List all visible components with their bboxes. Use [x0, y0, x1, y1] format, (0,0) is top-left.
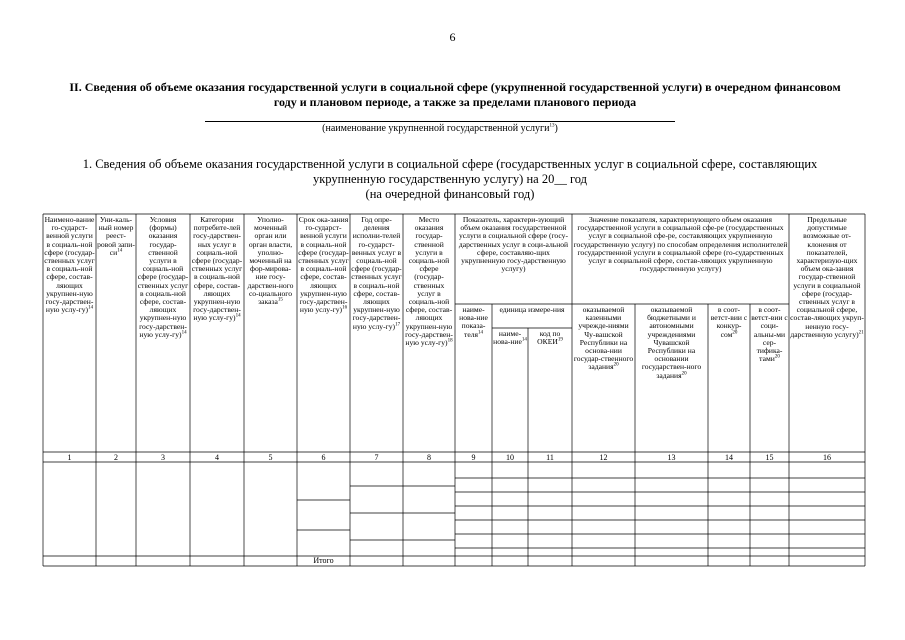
column-number: 14 — [725, 453, 733, 462]
column-number: 9 — [471, 453, 476, 462]
col-header-4: Категории потребите-лей госу-дарствен-ных услуг в социаль-ной сфере (государ-ственных услуг в социаль-ной сфере, состав-ляющих укрупнен-ную госу-дарствен-ную услу-гу)$^{14}$ — [191, 216, 243, 323]
col-header-9: наиме-нова-ние показа-теля$^{14}$ — [459, 306, 488, 339]
col-header-3: Условия (формы) оказания государ-ственной услуги в социаль-ной сфере (государ-ственных услуг в социаль-ной сфере, состав-ляющих укрупнен-ную госу-дарствен-ную услу-гу)$^{14}$ — [137, 216, 189, 339]
page-number: 6 — [449, 30, 456, 44]
column-number: 2 — [114, 453, 118, 462]
col-header-13: оказываемой бюджетными и автономными учреждениями Чувашской Республики на основании государствен-ного задания$^{20}$ — [641, 306, 702, 380]
subsection-subtitle: (на очередной финансовый год) — [365, 187, 535, 201]
col-header-12: оказываемой казенными учрежде-ниями Чу-вашской Республики на основа-нии государ-ственного задания$^{20}$ — [573, 306, 634, 372]
column-number: 11 — [546, 453, 554, 462]
col-header-11: код по ОКЕИ$^{19}$ — [537, 330, 563, 347]
column-number: 1 — [67, 453, 72, 462]
col-header-10: наиме-нова-ние$^{14}$ — [493, 330, 527, 347]
col-header-7: Год опре-деления исполни-телей го-сударст-венных услуг в социаль-ной сфере (государ-ственных услуг в социаль-ной сфере, состав-ляющих укрупнен-ную госу-дарствен-ную услу-гу)$^{17}$ — [351, 216, 402, 331]
group-header-unit: единица измере-ния — [499, 306, 565, 314]
column-number: 3 — [161, 453, 165, 462]
col-header-8: Место оказания государ-ственной услуги в социаль-ной сфере (государ-ственных услуг в социаль-ной сфере, состав-ляющих укрупнен-ную госу-дарствен-ную услу-гу)$^{18}$ — [405, 216, 453, 348]
col-header-2: Уни-каль-ный номер реест-ровой запи-$си^{14}$ — [97, 216, 135, 257]
group-header-indicator: Показатель, характери-зующий объем оказания государственной услуги в социальной сфере (госу-дарственных услуг в соци-альной сфере, составляю-щих укрупненную госу-дарственную услугу) — [458, 216, 569, 274]
col-header-14: в соот-ветст-вии с конкур-сом$^{20}$ — [710, 306, 748, 339]
col-header-16: Предельные допустимые возможные от-клонения от показателей, характеризую-щих объем ока-зания государ-ственной услуги в социальной сфере (государ-ственных услуг в социальной сфере, состав-ляющих укруп-ненную госу-дарственную услугу)$^{21}$ — [790, 216, 864, 339]
section-title: II. Сведения об объеме оказания государственной услуги в социальной сфере (укрупненной государственной услуги) в очередном финансовом году и плановом периоде, а также за пределами планового периода — [69, 80, 841, 109]
column-number: 6 — [321, 453, 326, 462]
subsection-title-text: 1. Сведения об объеме оказания государственной услуги в социальной сфере (государственных услуг в социальной сфере, составляющих укрупненную государственную услугу) на 20__ год — [82, 157, 818, 186]
column-number: 8 — [427, 453, 431, 462]
col-header-6: Срок ока-зания го-сударст-венной услуги в социаль-ной сфере (государ-ственных услуг в социаль-ной сфере, состав-ляющих укрупнен-ную госу-дарствен-ную услу-гу)$^{16}$ — [298, 216, 349, 315]
column-number: 12 — [599, 453, 608, 462]
col-header-5: Уполно-моченный орган или орган власти, уполно-моченный на фор-мирова-ние госу-дарствен-ного со-циального заказа$^{15}$ — [247, 216, 294, 307]
column-number: 13 — [667, 453, 676, 462]
service-name-caption: (наименование укрупненной государственной услуги$^{13}$) — [322, 123, 558, 134]
column-number: 5 — [268, 453, 273, 462]
column-number: 10 — [506, 453, 514, 462]
column-number: 4 — [215, 453, 219, 462]
total-label: Итого — [313, 556, 334, 565]
column-number: 16 — [823, 453, 831, 462]
col-header-15: в соот-ветст-вии с соци-альны-ми сер-тифика-тами$^{20}$ — [751, 306, 788, 364]
col-header-1: Наимено-вание го-сударст-венной услуги в социаль-ной сфере (государ-ственных услуг в социаль-ной сфере, состав-ляющих укрупнен-ную госу-дарствен-ную услу-гу)$^{14}$ — [44, 216, 95, 315]
column-number: 7 — [374, 453, 379, 462]
group-header-value: Значение показателя, характеризующего объем оказания государственной услуги в социальной сфе-ре (государственных услуг в социальной сфе-ре, составляющих укрупненную государственную услугу) по способам определения исполнителей государственной услуги в социальной сфере (го-сударственных услуг в социальной сфере, состав-ляющих укрупненную государственную услугу) — [573, 216, 788, 274]
column-number: 15 — [765, 453, 774, 462]
